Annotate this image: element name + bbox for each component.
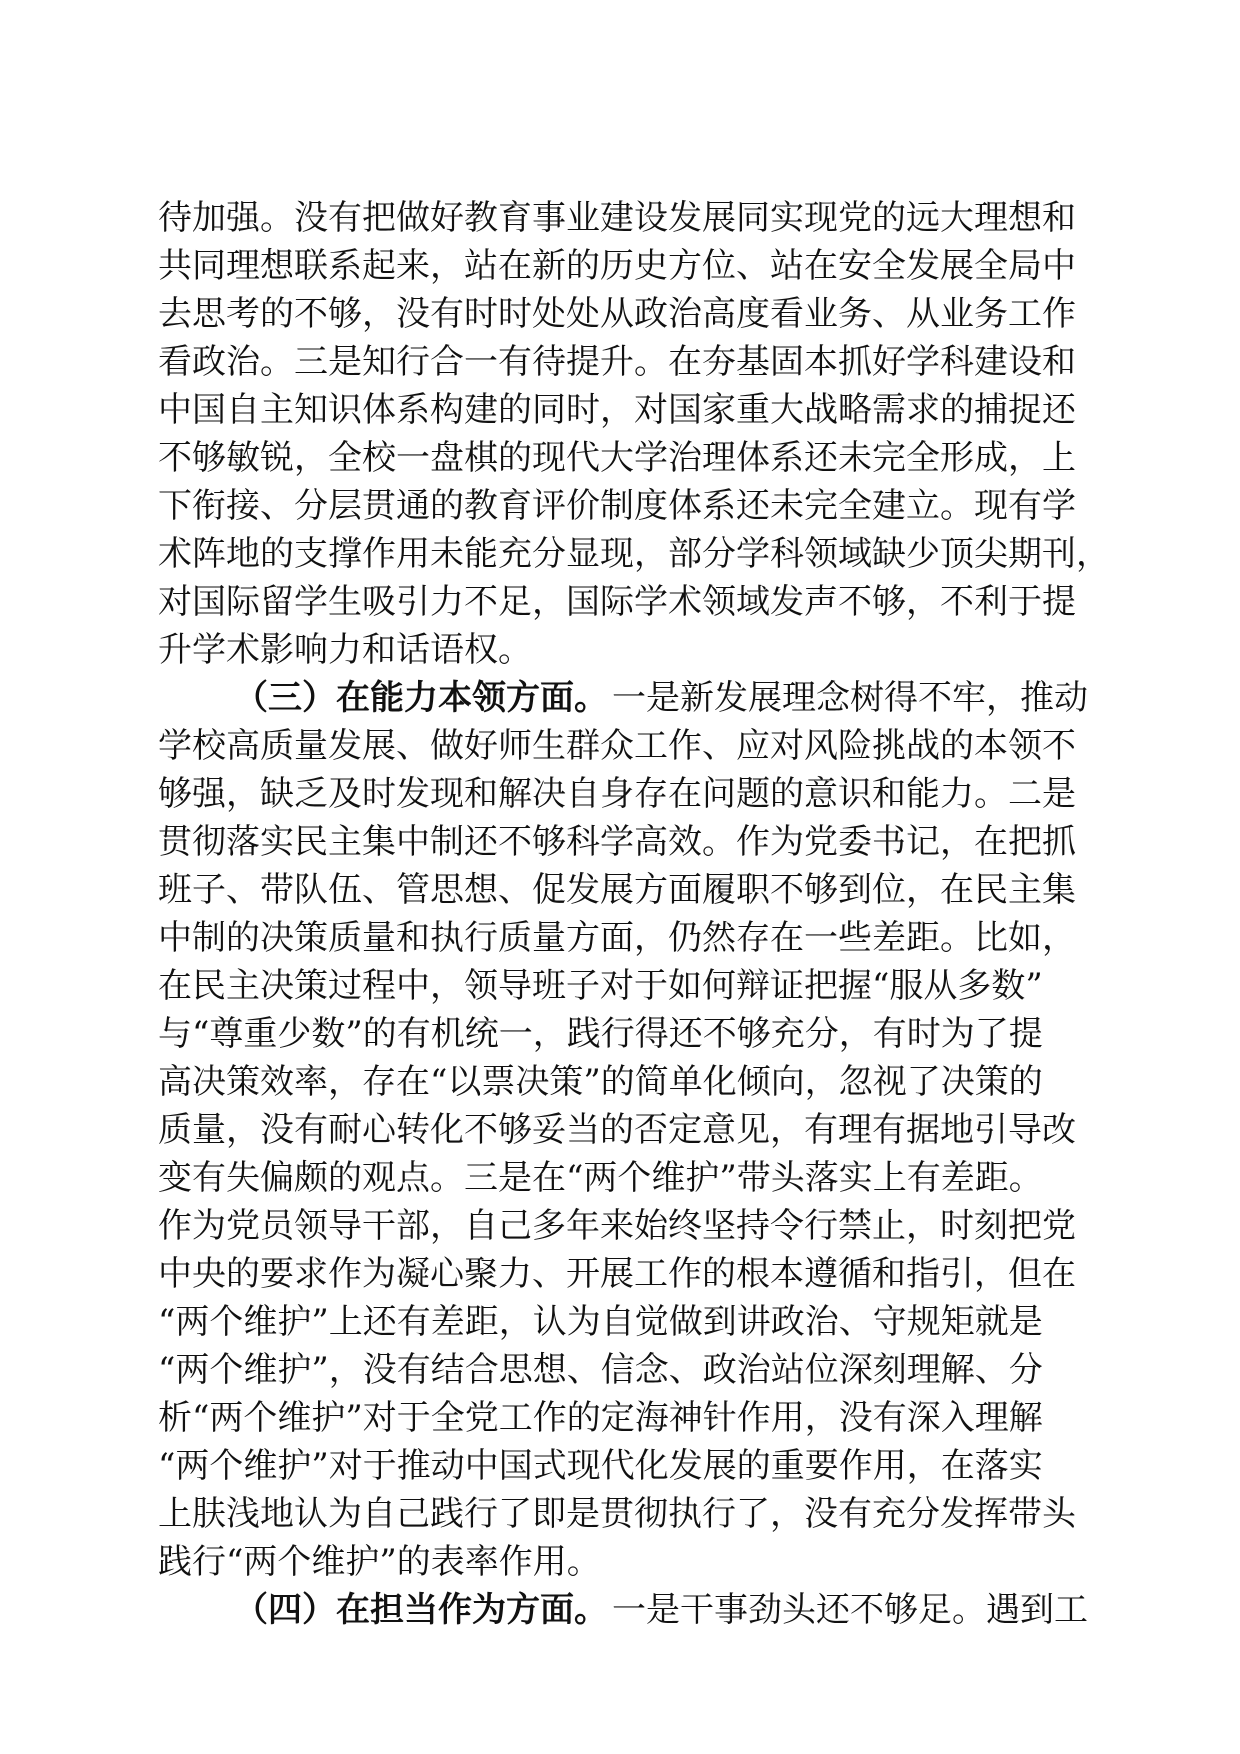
- text-line: 够强，缺乏及时发现和解决自身存在问题的意识和能力。二是: [158, 774, 1076, 814]
- section-3-heading: （三）在能力本领方面。: [234, 678, 608, 718]
- text-line: 析“两个维护”对于全党工作的定海神针作用，没有深入理解: [158, 1398, 1043, 1438]
- text-line: 质量，没有耐心转化不够妥当的否定意见，有理有据地引导改: [158, 1110, 1076, 1150]
- text-line: 变有失偏颇的观点。三是在“两个维护”带头落实上有差距。: [158, 1158, 1043, 1198]
- text-line: 升学术影响力和话语权。: [158, 630, 532, 670]
- text-line: 下衔接、分层贯通的教育评价制度体系还未完全建立。现有学: [158, 486, 1076, 526]
- section-3-heading-line: [158, 676, 1088, 720]
- text-line: 在民主决策过程中，领导班子对于如何辩证把握“服从多数”: [158, 966, 1043, 1006]
- text-line: 学校高质量发展、做好师生群众工作、应对风险挑战的本领不: [158, 726, 1076, 766]
- text-line: 中制的决策质量和执行质量方面，仍然存在一些差距。比如，: [158, 918, 1076, 958]
- text-line: 班子、带队伍、管思想、促发展方面履职不够到位，在民主集: [158, 870, 1076, 910]
- text-line: 术阵地的支撑作用未能充分显现，部分学科领域缺少顶尖期刊，: [158, 534, 1110, 574]
- text-line: “两个维护”，没有结合思想、信念、政治站位深刻理解、分: [158, 1350, 1043, 1390]
- section-4-heading: （四）在担当作为方面。: [234, 1590, 608, 1630]
- text-line: 去思考的不够，没有时时处处从政治高度看业务、从业务工作: [158, 294, 1076, 334]
- text-line: 高决策效率，存在“以票决策”的简单化倾向，忽视了决策的: [158, 1062, 1043, 1102]
- text-line: 中国自主知识体系构建的同时，对国家重大战略需求的捕捉还: [158, 390, 1076, 430]
- text-line: 上肤浅地认为自己践行了即是贯彻执行了，没有充分发挥带头: [158, 1494, 1076, 1534]
- text-line: 不够敏锐，全校一盘棋的现代大学治理体系还未完全形成，上: [158, 438, 1076, 478]
- text-line: 作为党员领导干部，自己多年来始终坚持令行禁止，时刻把党: [158, 1206, 1076, 1246]
- text-line: 中央的要求作为凝心聚力、开展工作的根本遵循和指引，但在: [158, 1254, 1076, 1294]
- section-4-heading-line: [158, 1588, 1088, 1632]
- text-line: 与“尊重少数”的有机统一，践行得还不够充分，有时为了提: [158, 1014, 1043, 1054]
- text-line: 贯彻落实民主集中制还不够科学高效。作为党委书记，在把抓: [158, 822, 1076, 862]
- text-line: 践行“两个维护”的表率作用。: [158, 1542, 601, 1582]
- text-line: 共同理想联系起来，站在新的历史方位、站在安全发展全局中: [158, 246, 1076, 286]
- text-line: 对国际留学生吸引力不足，国际学术领域发声不够，不利于提: [158, 582, 1076, 622]
- text-line: 看政治。三是知行合一有待提升。在夯基固本抓好学科建设和: [158, 342, 1076, 382]
- text-line: 待加强。没有把做好教育事业建设发展同实现党的远大理想和: [158, 198, 1076, 238]
- section-4-lead-text: 一是干事劲头还不够足。遇到工: [612, 1590, 1088, 1630]
- text-line: “两个维护”上还有差距，认为自觉做到讲政治、守规矩就是: [158, 1302, 1043, 1342]
- body-text: [158, 196, 1110, 1636]
- text-line: “两个维护”对于推动中国式现代化发展的重要作用，在落实: [158, 1446, 1043, 1486]
- section-3-lead-text: 一是新发展理念树得不牢，推动: [612, 678, 1088, 718]
